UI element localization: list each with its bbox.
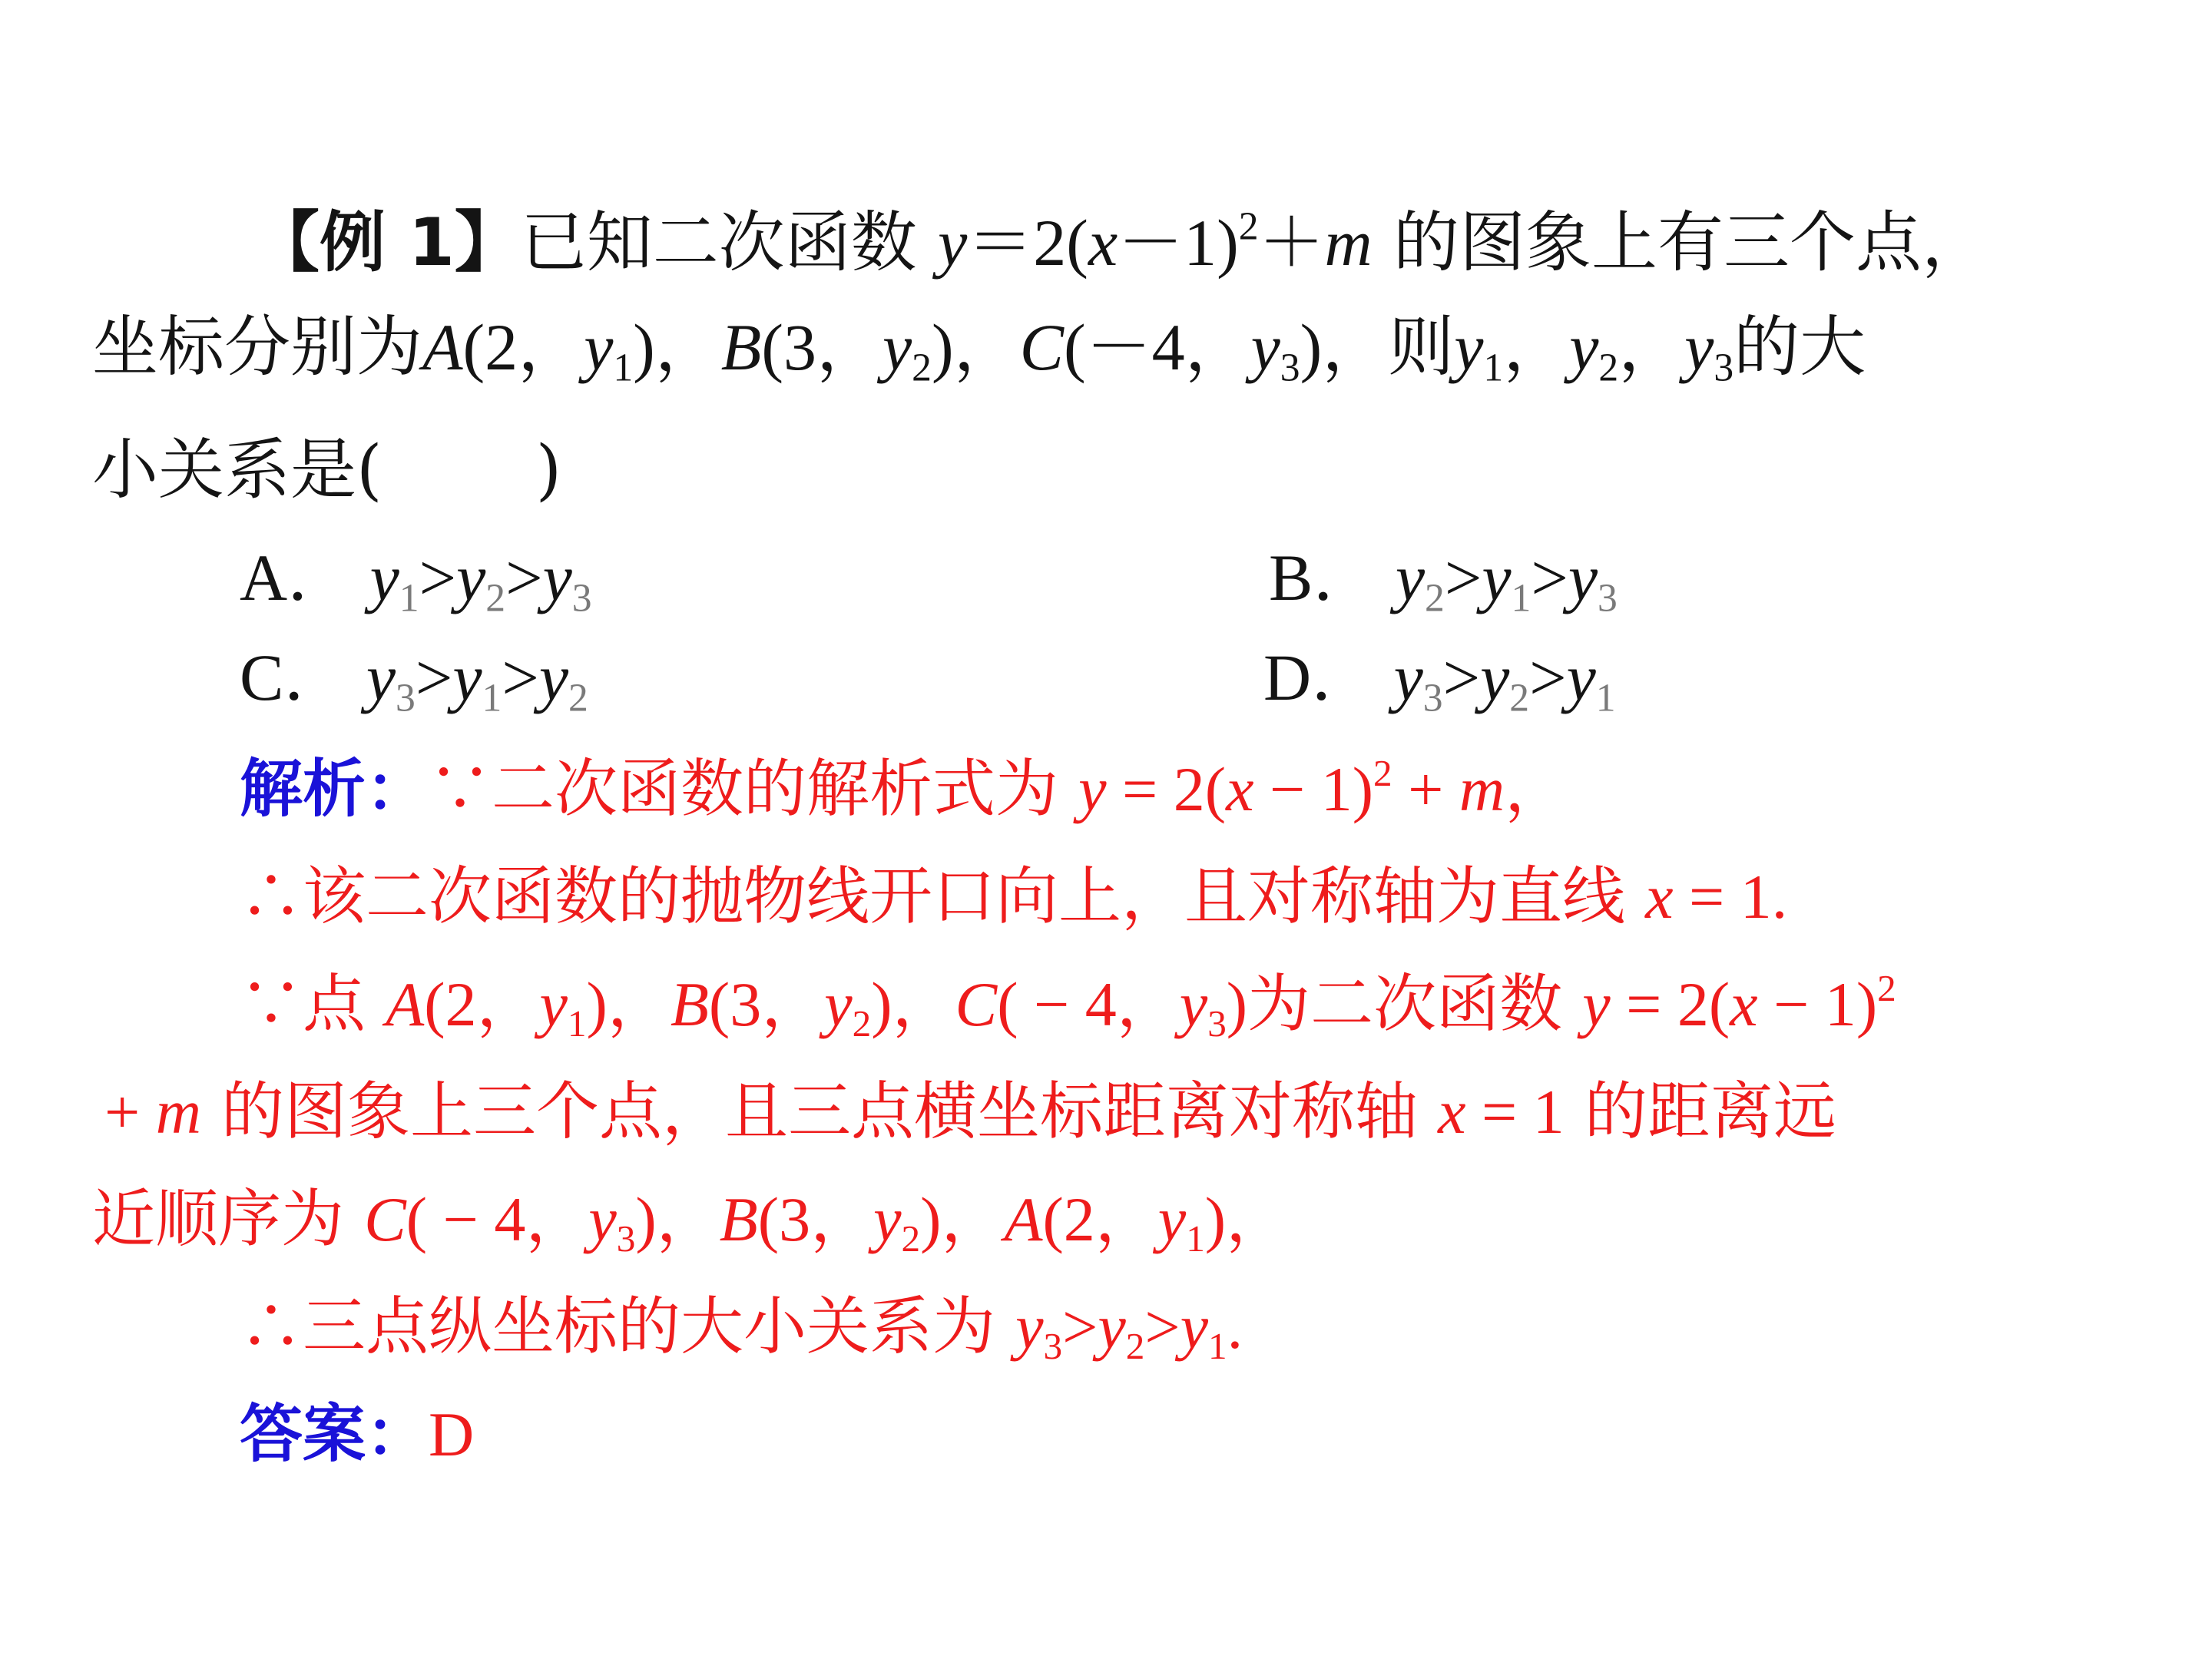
solution-text-2: ∴该二次函数的抛物线开口向上，且对称轴为直线 [240,860,1626,933]
answer-label: 答案： [240,1398,429,1471]
function-formula: $y=2(x-1)^2+m$ [938,204,1373,280]
solution-line-4 [104,1066,1836,1158]
option-b[interactable] [1269,531,1618,624]
solution-formula-2-end: + m [104,1077,201,1147]
option-a-letter: A． [240,541,354,614]
points-list: A(2，$y_1$)，B(3，$y_2$)，C(－4，$y_3$)， [422,310,1389,390]
question-text-6: 小关系是( [92,432,382,508]
option-d[interactable] [1263,631,1616,724]
option-b-expr: $y_2>y_1>y_3$ [1395,541,1618,621]
solution-line-1 [240,743,1568,836]
solution-line-6 [240,1281,1243,1373]
question-text-3: 坐标分别为 [92,309,422,386]
option-b-letter: B． [1269,541,1379,614]
option-c-letter: C． [240,641,350,714]
solution-formula-2: $y = 2(x - 1)^2$ [1582,967,1896,1039]
axis-equation: x = 1 [1438,1077,1565,1147]
solution-line-3 [240,959,1896,1051]
solution-text-6: 的距离远 [1584,1075,1836,1148]
solution-line-2 [240,851,1787,943]
option-c-expr: $y_3>y_1>y_2$ [366,641,588,720]
axis-of-symmetry: x = 1. [1645,862,1788,932]
question-text-2: 的图象上有三个点， [1393,204,1988,281]
option-a[interactable] [240,531,592,624]
solution-text-4: 为二次函数 [1247,968,1563,1041]
solution-text-1: ∵二次函数的解析式为 [429,753,1059,826]
example-tag: 【例 1】 [253,204,521,281]
answer-value: D [429,1399,475,1469]
option-d-letter: D． [1263,641,1378,714]
answer-line [240,1389,474,1481]
option-d-expr: $y_3>y_2>y_1$ [1393,641,1616,720]
question-line-1 [253,197,1988,289]
question-text-5: 的大 [1734,309,1866,386]
solution-line-5 [92,1174,1289,1266]
solution-text-8: ∴三点纵坐标的大小关系为 [240,1290,996,1363]
solution-formula-1: $y = 2(x - 1)^2 + m$， [1078,752,1568,824]
question-line-2 [92,301,1866,393]
solution-text-3: ∵点 [240,968,366,1041]
y-values: $y_1$，$y_2$，$y_3$ [1454,310,1734,390]
distance-order: C( − 4，$y_3$)，B(3，$y_2$)，A(2，$y_1$)， [364,1184,1290,1260]
solution-label: 解析： [240,753,429,826]
option-c[interactable] [240,631,588,724]
option-a-expr: $y_1>y_2>y_3$ [369,541,592,621]
final-relation: $y_3>y_2>y_1$. [1015,1292,1243,1367]
question-text-4: 则 [1388,309,1455,386]
question-line-3: 小关系是( ) [92,432,562,508]
solution-points: A(2，$y_1$)，B(3，$y_2$)，C( − 4，$y_3$) [386,969,1248,1045]
question-text-1: 已知二次函数 [520,204,917,281]
solution-text-7: 近顺序为 [92,1183,345,1256]
solution-text-5: 的图象上三个点，且三点横坐标距离对称轴 [221,1075,1419,1148]
